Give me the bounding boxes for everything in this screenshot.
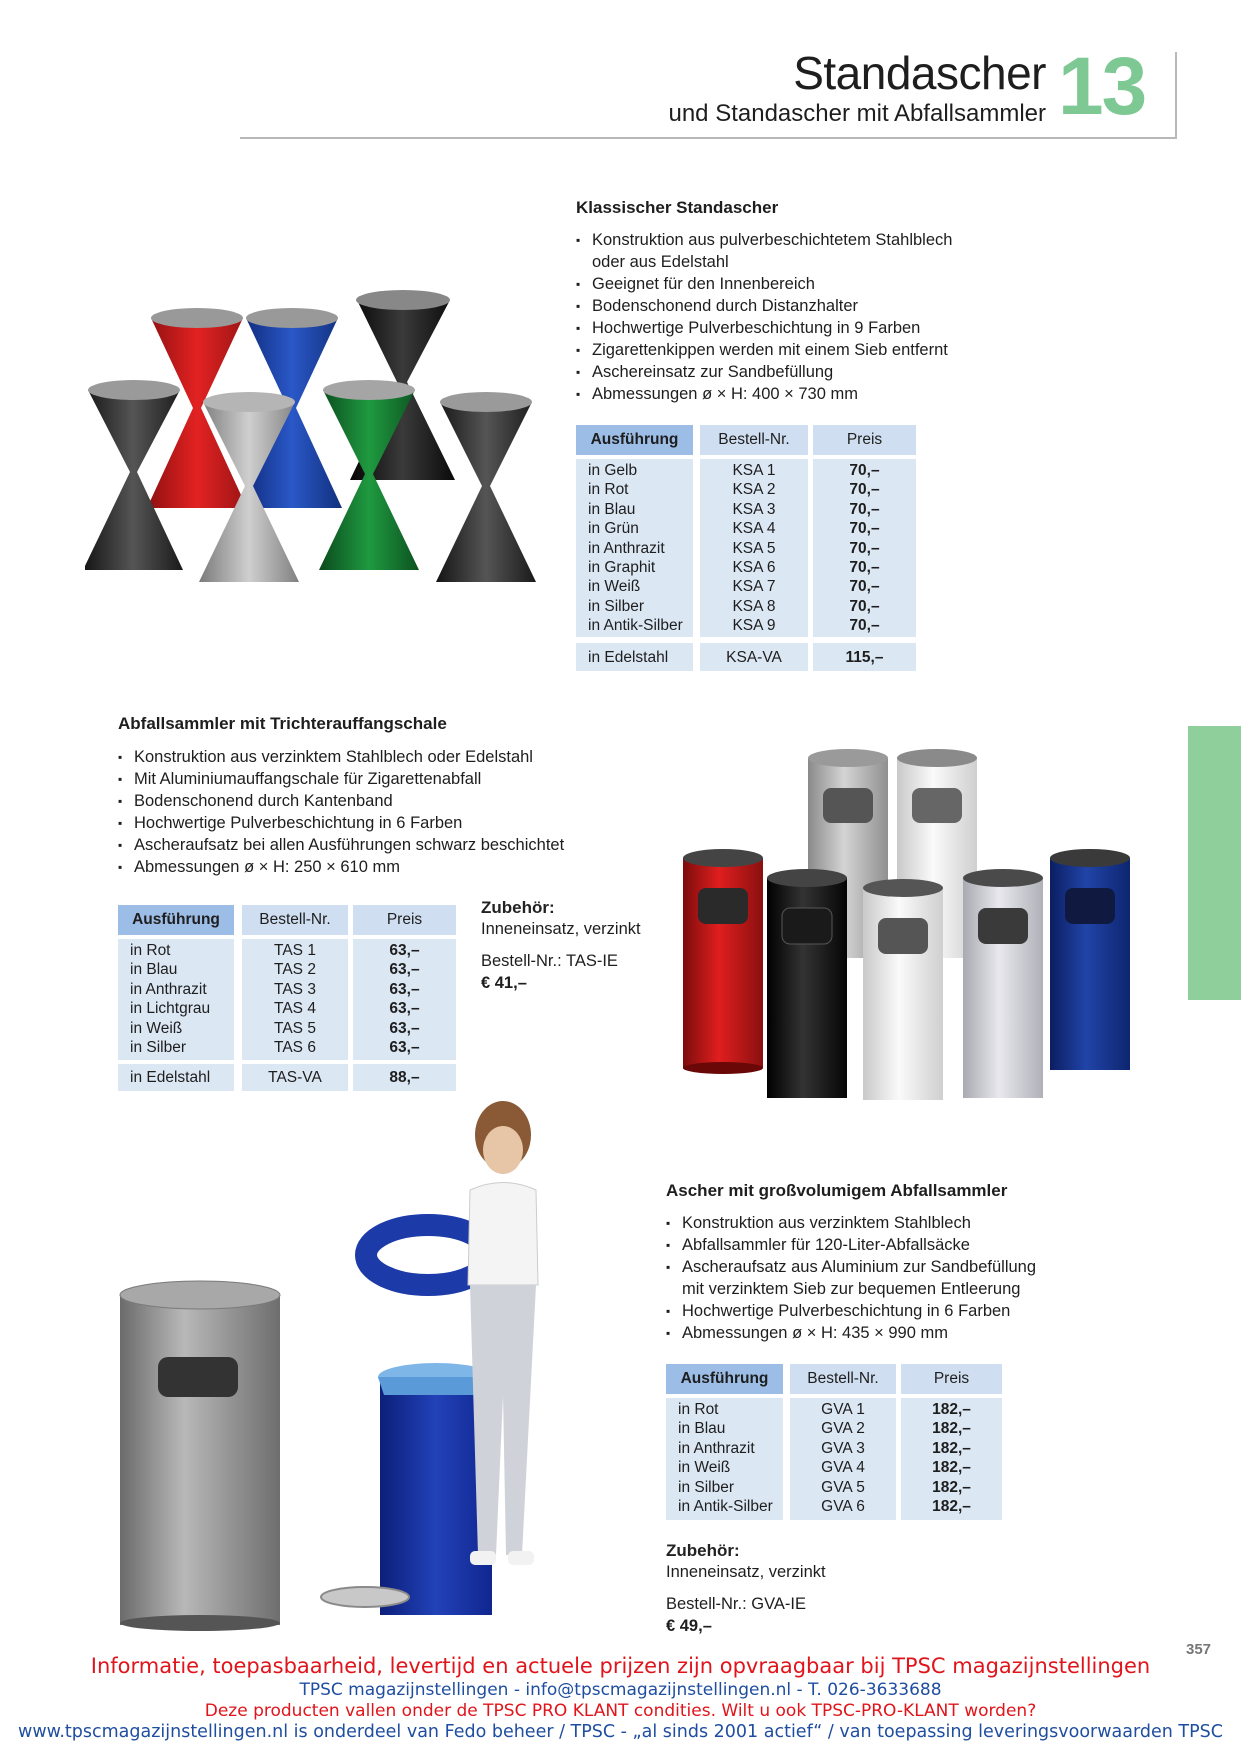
table-body (118, 941, 456, 1057)
ash-tray-insert (321, 1587, 409, 1607)
table-row: in Weiß GVA 4 182,– (678, 1459, 971, 1477)
footer-line-info: Informatie, toepasbaarheid, levertijd en actuele prijzen zijn opvraagbaar bij TPSC magazijnstellingen (90, 1654, 1151, 1678)
table-row: in Blau TAS 2 63,– (130, 961, 420, 979)
bullet-item-continuation: mit verzinktem Sieb zur bequemen Entleerung (682, 1280, 1021, 1298)
section-title-funnel: Abfallsammler mit Trichterauffangschale (118, 714, 447, 733)
table-header: Preis (901, 1364, 1002, 1394)
table-row: in Rot TAS 1 63,– (130, 942, 420, 959)
footer-line-pro-klant: Deze producten vallen onder de TPSC PRO KLANT condities. Wilt u ook TPSC-PRO-KLANT worden? (204, 1701, 1037, 1721)
table-body (666, 1400, 1002, 1516)
bin-black (767, 869, 847, 1098)
accessory-price: € 49,– (666, 1617, 712, 1635)
accessory-block-funnel (481, 898, 641, 994)
bullet-item-continuation: oder aus Edelstahl (592, 253, 729, 271)
large-bin-grey (120, 1281, 280, 1631)
table-row: in Graphit KSA 6 70,– (588, 558, 880, 576)
table-row: in Gelb KSA 1 70,– (588, 462, 880, 479)
table-header: Preis (813, 425, 916, 455)
bullet-item: ▪ Aschereinsatz zur Sandbefüllung (576, 361, 952, 383)
table-row: in Antik-Silber KSA 9 70,– (588, 617, 880, 635)
chapter-side-tab (1188, 726, 1241, 1000)
product-photo-large-bin (118, 1095, 618, 1635)
product-photo-waste-bins (675, 748, 1135, 1108)
bullet-item: ▪ Bodenschonend durch Distanzhalter (576, 295, 952, 317)
table-row: in Antik-Silber GVA 6 182,– (678, 1497, 971, 1515)
bullet-item: ▪ Ascheraufsatz bei allen Ausführungen schwarz beschichtet (118, 834, 564, 856)
table-row: in Silber GVA 5 182,– (678, 1478, 971, 1496)
table-row: in Rot KSA 2 70,– (588, 481, 880, 499)
bullet-item: ▪ Hochwertige Pulverbeschichtung in 9 Farben (576, 317, 952, 339)
table-header: Bestell-Nr. (790, 1364, 896, 1394)
bullet-item: ▪ Hochwertige Pulverbeschichtung in 6 Farben (118, 812, 564, 834)
bin-lightgrey (963, 869, 1043, 1098)
table-header: Preis (353, 905, 456, 935)
table-row: in Grün KSA 4 70,– (588, 520, 880, 538)
table-row: in Lichtgrau TAS 4 63,– (130, 1000, 420, 1018)
bullet-item: ▪ Ascheraufsatz aus Aluminium zur Sandbefüllung (666, 1256, 1036, 1278)
bullet-item: ▪ Zigarettenkippen werden mit einem Sieb entfernt (576, 339, 952, 361)
bin-white-front (863, 879, 943, 1100)
accessory-order-number: Bestell-Nr.: GVA-IE (666, 1595, 806, 1613)
person-figure (468, 1101, 538, 1565)
section-title-classic: Klassischer Standascher (576, 198, 779, 217)
ashtray-graphite (436, 392, 536, 582)
price-table-funnel (118, 905, 456, 1091)
table-row: in Anthrazit TAS 3 63,– (130, 980, 420, 998)
table-row: in Silber TAS 6 63,– (130, 1038, 420, 1056)
table-row: in Blau GVA 2 182,– (678, 1420, 971, 1438)
bullet-item: ▪ Bodenschonend durch Kantenband (118, 790, 564, 812)
bullet-item: ▪ Geeignet für den Innenbereich (576, 273, 952, 295)
bullet-item: ▪ Hochwertige Pulverbeschichtung in 6 Farben (666, 1300, 1036, 1322)
accessory-heading: Zubehör: (666, 1541, 740, 1560)
table-header: Ausführung (666, 1364, 783, 1394)
table-row: in Silber KSA 8 70,– (588, 597, 880, 615)
header-rule (240, 137, 1175, 139)
bullet-list-funnel (118, 746, 564, 878)
table-row: in Weiß TAS 5 63,– (130, 1019, 420, 1037)
table-row: in Blau KSA 3 70,– (588, 500, 880, 518)
bullet-item: ▪ Abmessungen ø × H: 400 × 730 mm (576, 383, 952, 405)
table-header: Ausführung (576, 425, 693, 455)
product-photo-hourglass-ashtrays (85, 290, 545, 650)
section-title-large: Ascher mit großvolumigem Abfallsammler (666, 1181, 1008, 1200)
accessory-description: Inneneinsatz, verzinkt (666, 1563, 826, 1581)
price-table-classic (576, 425, 916, 673)
footer-line-website[interactable]: www.tpscmagazijnstellingen.nl is onderdeel van Fedo beheer / TPSC - „al sinds 2001 actief“ / van toepassing leveringsvoorwaarden TPSC (18, 1722, 1223, 1742)
bullet-item: ▪ Konstruktion aus verzinktem Stahlblech (666, 1212, 1036, 1234)
page-title: Standascher (793, 47, 1046, 99)
table-row-stainless: in Edelstahl TAS-VA 88,– (130, 1069, 420, 1086)
table-body (576, 461, 916, 636)
accessory-price: € 41,– (481, 974, 527, 992)
table-header: Ausführung (118, 905, 234, 935)
table-header: Bestell-Nr. (242, 905, 348, 935)
accessory-order-number: Bestell-Nr.: TAS-IE (481, 952, 618, 970)
table-row: in Rot GVA 1 182,– (678, 1401, 971, 1418)
bullet-item: ▪ Konstruktion aus verzinktem Stahlblech oder Edelstahl (118, 746, 564, 768)
table-row: in Anthrazit KSA 5 70,– (588, 539, 880, 557)
bullet-list-classic (576, 229, 952, 405)
bullet-item: ▪ Abmessungen ø × H: 250 × 610 mm (118, 856, 564, 878)
table-row: in Weiß KSA 7 70,– (588, 578, 880, 596)
bullet-item: ▪ Abmessungen ø × H: 435 × 990 mm (666, 1322, 1036, 1344)
chapter-number: 13 (1058, 41, 1146, 132)
bullet-item: ▪ Mit Aluminiumauffangschale für Zigarettenabfall (118, 768, 564, 790)
accessory-block-large (666, 1541, 826, 1637)
page-number: 357 (1186, 1641, 1212, 1658)
price-table-large (666, 1364, 1002, 1522)
bullet-item: ▪ Konstruktion aus pulverbeschichtetem Stahlblech (576, 229, 952, 251)
table-row-stainless: in Edelstahl KSA-VA 115,– (588, 649, 884, 666)
page-subtitle: und Standascher mit Abfallsammler (668, 100, 1046, 127)
footer-line-contact[interactable]: TPSC magazijnstellingen - info@tpscmagazijnstellingen.nl - T. 026-3633688 (299, 1680, 942, 1700)
table-row: in Anthrazit GVA 3 182,– (678, 1439, 971, 1457)
bullet-list-large (666, 1212, 1036, 1344)
footer-disclaimer (0, 1652, 1241, 1743)
accessory-heading: Zubehör: (481, 898, 555, 917)
bin-blue (1050, 849, 1130, 1070)
table-header: Bestell-Nr. (700, 425, 808, 455)
accessory-description: Inneneinsatz, verzinkt (481, 920, 641, 938)
header-vertical-rule (1175, 52, 1177, 139)
bullet-item: ▪ Abfallsammler für 120-Liter-Abfallsäcke (666, 1234, 1036, 1256)
bin-red (683, 849, 763, 1074)
